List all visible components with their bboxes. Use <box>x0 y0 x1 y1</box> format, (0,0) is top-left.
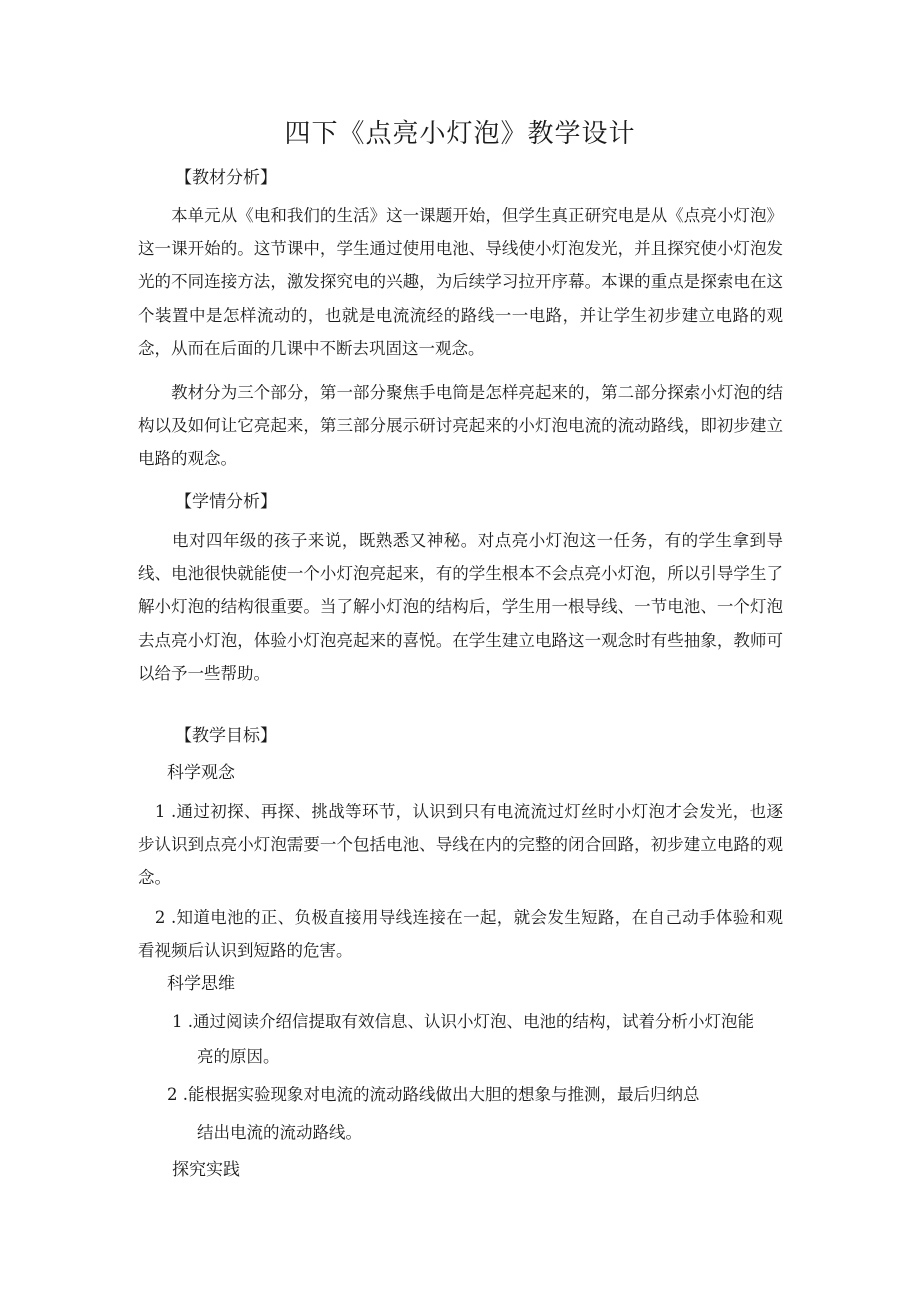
textbook-paragraph-1 <box>138 199 783 365</box>
label-science-thinking: 科学思维 <box>167 974 235 994</box>
thinking-item-1-line-1: 1 .通过阅读介绍信提取有效信息、认识小灯泡、电池的结构，试着分析小灯泡能 <box>172 1012 754 1031</box>
thinking-item-1-line-2: 亮的原因。 <box>197 1047 280 1066</box>
heading-textbook-analysis: 【教材分析】 <box>175 168 277 188</box>
heading-student-analysis: 【学情分析】 <box>175 492 277 512</box>
concept-item-2 <box>138 901 783 967</box>
students-paragraph <box>138 524 783 690</box>
thinking-item-2-line-2: 结出电流的流动路线。 <box>197 1123 362 1142</box>
textbook-paragraph-2 <box>138 376 783 476</box>
concept-item-1 <box>138 795 783 895</box>
label-science-concept: 科学观念 <box>167 763 235 783</box>
heading-teaching-goals: 【教学目标】 <box>175 726 277 746</box>
thinking-item-2-line-1: 2 .能根据实验现象对电流的流动路线做出大胆的想象与推测，最后归纳总 <box>167 1085 700 1104</box>
textbook-paragraph-1-text: 本单元从《电和我们的生活》这一课题开始，但学生真正研究电是从《点亮小灯泡》这一课开始的。这节课中，学生通过使用电池、导线使小灯泡发光，并且探究使小灯泡发光的不同连接方法，激发探究电的兴趣，为后续学习拉开序幕。本课的重点是探索电在这个装置中是怎样流动的，也就是电流流经的路线一一电路，并让学生初步建立电路的观念，从而在后面的几课中不断去巩固这一观念。 <box>138 206 783 358</box>
label-inquiry-practice: 探究实践 <box>172 1160 240 1180</box>
document-title: 四下《点亮小灯泡》教学设计 <box>284 119 636 149</box>
textbook-paragraph-2-text: 教材分为三个部分，第一部分聚焦手电筒是怎样亮起来的，第二部分探索小灯泡的结构以及如何让它亮起来，第三部分展示研讨亮起来的小灯泡电流的流动路线，即初步建立电路的观念。 <box>138 383 783 469</box>
concept-item-2-text: 2 .知道电池的正、负极直接用导线连接在一起，就会发生短路，在自己动手体验和观看视频后认识到短路的危害。 <box>138 908 783 961</box>
concept-item-1-text: 1 .通过初探、再探、挑战等环节，认识到只有电流流过灯丝时小灯泡才会发光，也逐步认识到点亮小灯泡需要一个包括电池、导线在内的完整的闭合回路，初步建立电路的观念。 <box>138 802 783 888</box>
students-paragraph-text: 电对四年级的孩子来说，既熟悉又神秘。对点亮小灯泡这一任务，有的学生拿到导线、电池很快就能使一个小灯泡亮起来，有的学生根本不会点亮小灯泡，所以引导学生了解小灯泡的结构很重要。当了解小灯泡的结构后，学生用一根导线、一节电池、一个灯泡去点亮小灯泡，体验小灯泡亮起来的喜悦。在学生建立电路这一观念时有些抽象，教师可以给予一些帮助。 <box>138 531 783 683</box>
